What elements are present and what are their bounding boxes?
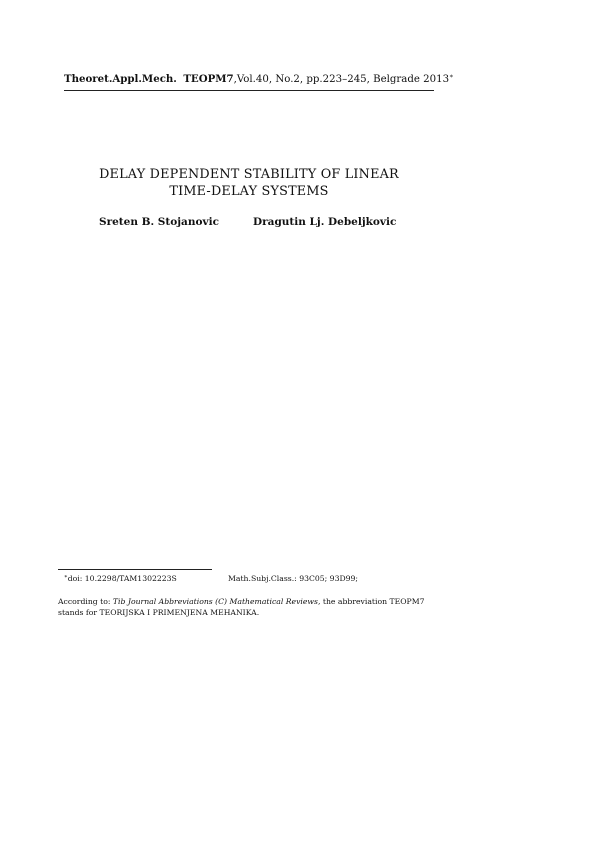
journal-details: ,Vol.40, No.2, pp.223–245, Belgrade 2013 [233,74,450,85]
abbreviation-source: Tib Journal Abbreviations (C) Mathematical Reviews [112,597,318,606]
abbreviation-suffix: , the abbreviation TEOPM7 [317,597,425,606]
footnote-doi: doi: 10.2298/TAM1302223S [67,574,177,583]
header-rule [64,90,434,91]
footnote-msc: Math.Subj.Class.: 93C05; 93D99; [228,574,358,583]
footnote-marker: ∗ [64,574,68,580]
abbreviation-line-2: stands for TEORIJSKA I PRIMENJENA MEHANIKA. [58,608,260,617]
journal-name: Theoret.Appl.Mech. [64,73,177,85]
abbreviation-note [58,596,438,618]
abbreviation-prefix: According to: [58,597,113,606]
paper-title [64,166,434,200]
title-line-2: TIME-DELAY SYSTEMS [169,184,329,199]
title-line-1: DELAY DEPENDENT STABILITY OF LINEAR [99,167,399,182]
journal-code: TEOPM7 [183,73,234,85]
running-header [64,72,454,85]
header-footnote-marker: ∗ [449,72,454,80]
author-1: Sreten B. Stojanovic [99,216,219,228]
author-2: Dragutin Lj. Debeljkovic [253,216,397,228]
footnote-rule [58,569,212,570]
abbreviation-line-1 [58,596,438,607]
footnote [64,574,358,583]
